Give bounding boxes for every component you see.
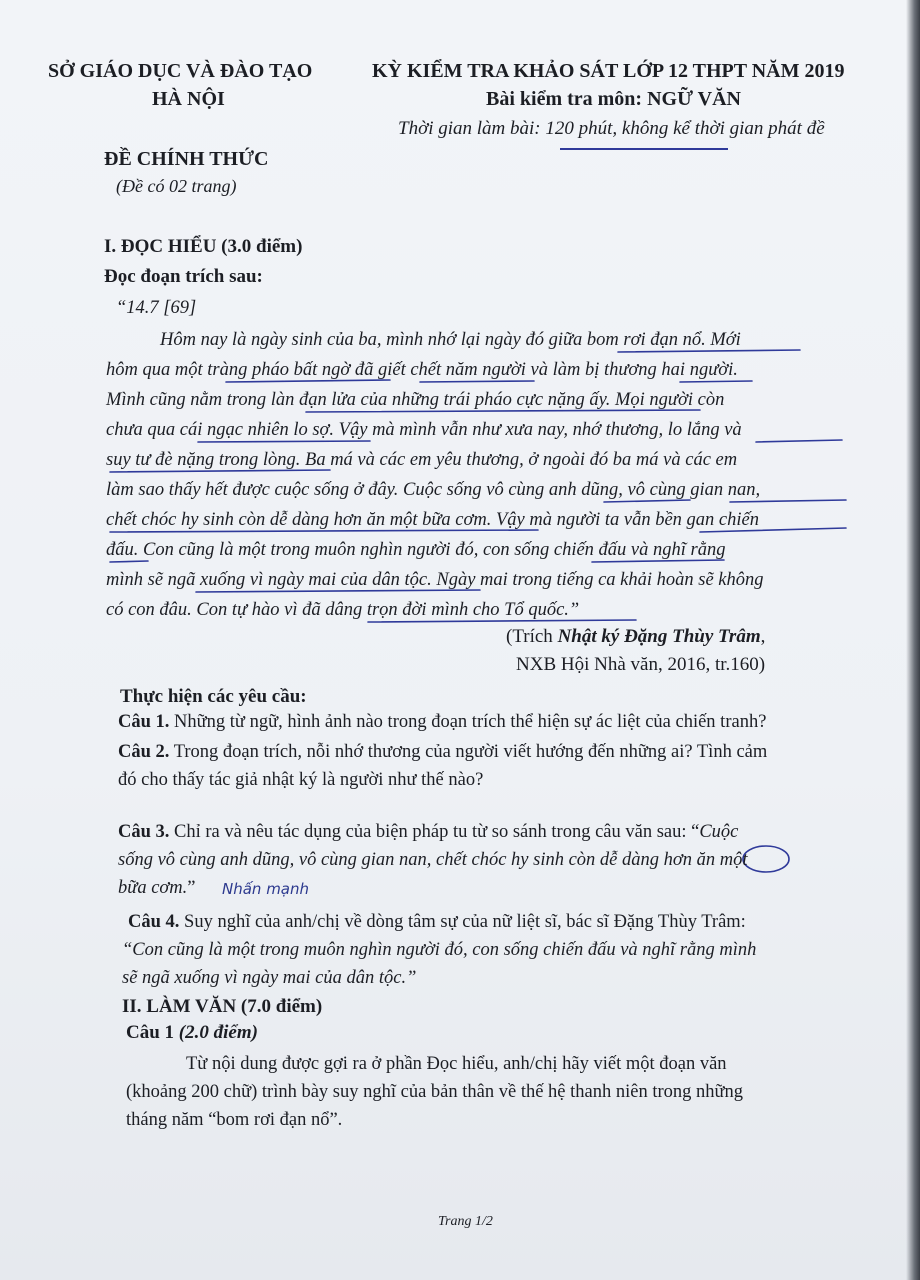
requirements-title: Thực hiện các yêu cầu:	[120, 686, 307, 707]
pen-underline	[196, 590, 480, 592]
department-line2: HÀ NỘI	[152, 88, 225, 110]
pen-underline	[680, 381, 752, 382]
question-4-quote-cont: sẽ ngã xuống vì ngày mai của dân tộc.”	[122, 968, 417, 988]
part1-instruction: Đọc đoạn trích sau:	[104, 266, 263, 287]
passage-line-1: Hôm nay là ngày sinh của ba, mình nhớ lại ngày đó giữa bom rơi đạn nổ. Mới	[160, 330, 741, 350]
pen-underline	[618, 350, 800, 352]
part2-q1-line-2: (khoảng 200 chữ) trình bày suy nghĩ của bản thân về thế hệ thanh niên trong những	[126, 1082, 744, 1102]
page-number: Trang 1/2	[438, 1214, 493, 1229]
passage-line-6: làm sao thấy hết được cuộc sống ở đây. Cuộc sống vô cùng anh dũng, vô cùng gian nan,	[106, 480, 761, 500]
pen-underline	[226, 380, 390, 382]
pen-underline	[756, 440, 842, 442]
exam-time: Thời gian làm bài: 120 phút, không kể thời gian phát đề	[398, 118, 825, 139]
source-publisher: NXB Hội Nhà văn, 2016, tr.160)	[516, 654, 766, 675]
official-label: ĐỀ CHÍNH THỨC	[104, 148, 269, 170]
passage-line-2: hôm qua một tràng pháo bất ngờ đã giết chết năm người và làm bị thương hai người.	[106, 360, 738, 380]
part2-q1-line-3: tháng năm “bom rơi đạn nổ”.	[126, 1110, 343, 1130]
passage-line-9: mình sẽ ngã xuống vì ngày mai của dân tộc. Ngày mai trong tiếng ca khải hoàn sẽ không	[106, 570, 764, 590]
pen-underline	[306, 410, 700, 412]
passage-line-5: suy tư đè nặng trong lòng. Ba má và các em yêu thương, ở ngoài đó ba má và các em	[106, 450, 738, 470]
pen-underline	[198, 441, 370, 442]
passage-line-8: đấu. Con cũng là một trong muôn nghìn người đó, con sống chiến đấu và nghĩ rằng	[106, 540, 726, 560]
question-2: Câu 2. Trong đoạn trích, nỗi nhớ thương của người viết hướng đến những ai? Tình cảm	[118, 742, 768, 762]
part2-title: II. LÀM VĂN (7.0 điểm)	[122, 996, 323, 1017]
question-3-end: bữa cơm.”	[118, 878, 196, 898]
question-1: Câu 1. Những từ ngữ, hình ảnh nào trong đoạn trích thể hiện sự ác liệt của chiến tranh?	[118, 712, 767, 732]
pen-underline	[110, 470, 330, 472]
entry-date: “14.7 [69]	[116, 298, 197, 318]
question-4-quote: “Con cũng là một trong muôn nghìn người đó, con sống chiến đấu và nghĩ rằng mình	[122, 940, 757, 960]
passage-line-4: chưa qua cái ngạc nhiên lo sợ. Vậy mà mình vẫn như xưa nay, nhớ thương, lo lắng và	[106, 420, 742, 440]
department-line1: SỞ GIÁO DỤC VÀ ĐÀO TẠO	[48, 60, 313, 82]
part1-title: I. ĐỌC HIỂU (3.0 điểm)	[104, 236, 303, 257]
passage-line-7: chết chóc hy sinh còn dễ dàng hơn ăn một bữa cơm. Vậy mà người ta vẫn bền gan chiến	[106, 510, 759, 530]
passage-line-3: Mình cũng nằm trong làn đạn lửa của những trái pháo cực nặng ấy. Mọi người còn	[106, 390, 725, 410]
exam-title: KỲ KIỂM TRA KHẢO SÁT LỚP 12 THPT NĂM 2019	[372, 60, 845, 82]
pen-underline	[592, 560, 724, 562]
source-citation: (Trích Nhật ký Đặng Thùy Trâm,	[506, 626, 766, 647]
pen-underline	[110, 561, 148, 562]
pen-underline	[110, 530, 538, 532]
source-title: Nhật ký Đặng Thùy Trâm	[557, 626, 761, 647]
passage-line-10: có con đâu. Con tự hào vì đã dâng trọn đời mình cho Tổ quốc.”	[106, 600, 580, 620]
question-3: Câu 3. Chỉ ra và nêu tác dụng của biện pháp tu từ so sánh trong câu văn sau: “Cuộc	[118, 822, 739, 842]
pen-underline	[730, 500, 846, 502]
exam-subject: Bài kiểm tra môn: NGỮ VĂN	[486, 88, 741, 110]
pen-circle	[743, 846, 789, 872]
part2-q1-line-1: Từ nội dung được gợi ra ở phần Đọc hiểu, anh/chị hãy viết một đoạn văn	[186, 1054, 727, 1074]
pen-underline	[420, 381, 534, 382]
pen-underline	[700, 528, 846, 532]
question-2-cont: đó cho thấy tác giả nhật ký là người như thế nào?	[118, 770, 484, 790]
pen-underline	[368, 620, 636, 622]
question-4: Câu 4. Suy nghĩ của anh/chị về dòng tâm sự của nữ liệt sĩ, bác sĩ Đặng Thùy Trâm:	[128, 912, 746, 932]
question-3-quote: sống vô cùng anh dũng, vô cùng gian nan, chết chóc hy sinh còn dễ dàng hơn ăn một	[118, 850, 748, 870]
pages-note: (Đề có 02 trang)	[116, 176, 237, 196]
pen-underline	[604, 500, 690, 502]
part2-question-1: Câu 1 (2.0 điểm)	[126, 1022, 258, 1043]
handwritten-note: Nhấn mạnh	[222, 880, 310, 898]
